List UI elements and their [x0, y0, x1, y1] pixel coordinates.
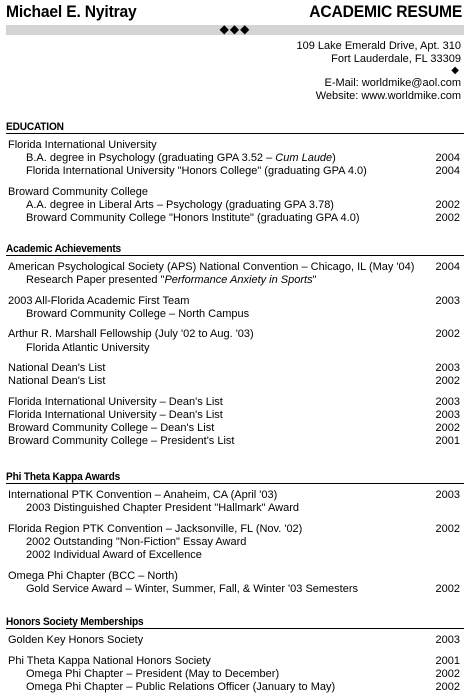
line-text — [26, 668, 279, 681]
resume-line — [26, 152, 460, 165]
section-rule — [6, 255, 464, 256]
line-text — [8, 523, 302, 536]
section-title: Phi Theta Kappa Awards — [6, 471, 121, 483]
line-text-main: A.A. degree in Liberal Arts – Psychology (graduating GPA 3.78) — [26, 198, 334, 211]
resume-line — [26, 308, 460, 321]
line-text — [8, 570, 178, 583]
section-rule — [6, 483, 464, 484]
line-year: 2002 — [435, 212, 460, 224]
resume-line — [8, 409, 460, 422]
line-text — [8, 261, 414, 274]
section-title: Academic Achievements — [6, 243, 122, 255]
line-text-main: Broward Community College — [8, 185, 148, 198]
street-address: 109 Lake Emerald Drive, Apt. 310 — [296, 40, 461, 52]
resume-line — [8, 523, 460, 536]
line-text-main: Gold Service Award – Winter, Summer, Fall, & Winter '03 Semesters — [26, 582, 359, 595]
resume-line — [8, 328, 460, 341]
line-text-main: National Dean's List — [8, 375, 106, 388]
resume-line — [26, 274, 460, 287]
resume-line — [26, 212, 460, 225]
line-text — [26, 502, 299, 515]
section-title: EDUCATION — [6, 121, 64, 133]
line-year: 2003 — [435, 408, 460, 421]
email-address: E-Mail: worldmike@aol.com — [324, 77, 461, 89]
line-text — [26, 342, 150, 355]
line-year: 2002 — [435, 375, 460, 388]
section-title: Honors Society Memberships — [6, 616, 144, 628]
line-year: 2001 — [435, 654, 460, 667]
line-text-main: International PTK Convention – Anaheim, CA (April '03) — [8, 489, 278, 501]
document-title: ACADEMIC RESUME — [309, 2, 462, 21]
line-text — [8, 634, 143, 647]
line-year: 2004 — [435, 152, 460, 165]
line-text — [8, 295, 189, 308]
line-text-main: 2003 Distinguished Chapter President "Hallmark" Award — [26, 502, 299, 515]
resume-line — [26, 668, 460, 681]
line-year: 2002 — [435, 680, 460, 693]
line-year: 2003 — [435, 489, 460, 501]
line-text — [26, 152, 336, 165]
resume-line — [26, 199, 460, 212]
line-text-main: B.A. degree in Psychology (graduating GPA 3.52 – — [26, 152, 276, 165]
resume-line — [26, 549, 460, 562]
resume-line — [26, 342, 460, 355]
resume-line — [26, 583, 460, 596]
line-text-main: Florida International University — [8, 139, 157, 151]
resume-line — [8, 489, 460, 502]
line-text-main: 2002 Individual Award of Excellence — [26, 548, 202, 561]
resume-line — [8, 396, 460, 409]
line-year: 2003 — [435, 395, 460, 408]
line-text-main: National Dean's List — [8, 362, 106, 375]
line-text — [26, 274, 317, 287]
line-text — [8, 328, 254, 341]
line-text-italic: Cum Laude — [275, 152, 333, 165]
line-text-after: " — [312, 274, 317, 287]
line-text — [8, 186, 148, 199]
resume-line — [8, 186, 460, 199]
line-text-main: Phi Theta Kappa National Honors Society — [8, 654, 211, 667]
line-text-main: Broward Community College – North Campus — [26, 307, 250, 320]
line-year: 2002 — [435, 667, 460, 680]
resume-line — [26, 536, 460, 549]
line-year: 2003 — [435, 362, 460, 375]
line-text-main: Broward Community College – Dean's List — [8, 422, 215, 434]
line-text-main: Broward Community College – President's List — [8, 435, 235, 448]
resume-line — [8, 295, 460, 308]
line-year: 2003 — [435, 634, 460, 646]
line-text-main: Omega Phi Chapter – President (May to December) — [26, 667, 280, 680]
resume-line — [8, 655, 460, 668]
line-text — [8, 655, 211, 668]
line-year: 2004 — [435, 261, 460, 273]
line-text-main: Arthur R. Marshall Fellowship (July '02 to Aug. '03) — [8, 328, 254, 341]
line-year: 2003 — [435, 294, 460, 307]
line-text-main: American Psychological Society (APS) National Convention – Chicago, IL (May '04) — [8, 261, 415, 273]
line-year: 2002 — [435, 422, 460, 434]
line-text — [26, 583, 358, 596]
line-text — [26, 536, 246, 549]
line-text — [8, 362, 106, 375]
line-text — [26, 549, 202, 562]
line-text — [8, 435, 234, 448]
line-year: 2002 — [435, 328, 460, 341]
line-text — [8, 139, 157, 152]
line-year: 2002 — [435, 198, 460, 211]
line-text-main: Florida International University "Honors College" (graduating GPA 4.0) — [26, 165, 367, 178]
website-address: Website: www.worldmike.com — [315, 90, 461, 102]
line-text-italic: Performance Anxiety in Sports — [164, 274, 313, 287]
line-text — [26, 308, 249, 321]
line-text-main: Research Paper presented " — [26, 274, 165, 287]
resume-line — [26, 502, 460, 515]
line-text — [26, 165, 367, 178]
resume-line — [8, 362, 460, 375]
applicant-name: Michael E. Nyitray — [6, 2, 137, 21]
resume-line — [8, 435, 460, 448]
line-text-main: 2002 Outstanding "Non-Fiction" Essay Award — [26, 535, 247, 548]
resume-line — [8, 570, 460, 583]
line-year: 2002 — [435, 582, 460, 595]
line-text-main: Florida Region PTK Convention – Jacksonville, FL (Nov. '02) — [8, 522, 303, 535]
line-text-main: Omega Phi Chapter – Public Relations Officer (January to May) — [26, 680, 336, 693]
line-text — [26, 212, 359, 225]
resume-line — [8, 261, 460, 274]
line-text-main: Florida International University – Dean's List — [8, 408, 223, 421]
line-text-after: ) — [332, 152, 336, 165]
line-text — [8, 396, 223, 409]
diamond-ornament-icon: ◆◆◆ — [219, 22, 251, 36]
line-text-main: Omega Phi Chapter (BCC – North) — [8, 569, 178, 582]
line-text — [26, 681, 335, 694]
section-rule — [6, 133, 464, 134]
line-text-main: Florida International University – Dean's List — [8, 395, 223, 408]
line-text — [8, 489, 277, 502]
resume-line — [8, 139, 460, 152]
line-text — [26, 199, 334, 212]
city-address: Fort Lauderdale, FL 33309 — [331, 53, 461, 65]
line-text-main: Broward Community College "Honors Institute" (graduating GPA 4.0) — [26, 212, 360, 224]
line-text — [8, 375, 106, 388]
line-year: 2004 — [435, 165, 460, 178]
section-rule — [6, 628, 464, 629]
resume-line — [8, 375, 460, 388]
line-year: 2002 — [435, 522, 460, 535]
line-text-main: Golden Key Honors Society — [8, 634, 144, 646]
line-year: 2001 — [435, 435, 460, 448]
resume-line — [8, 422, 460, 435]
line-text-main: Florida Atlantic University — [26, 341, 150, 354]
resume-line — [26, 165, 460, 178]
line-text-main: 2003 All-Florida Academic First Team — [8, 294, 190, 307]
resume-line — [8, 634, 460, 647]
line-text — [8, 409, 223, 422]
line-text — [8, 422, 214, 435]
diamond-separator-icon: ◆ — [451, 65, 459, 76]
resume-line — [26, 681, 460, 694]
